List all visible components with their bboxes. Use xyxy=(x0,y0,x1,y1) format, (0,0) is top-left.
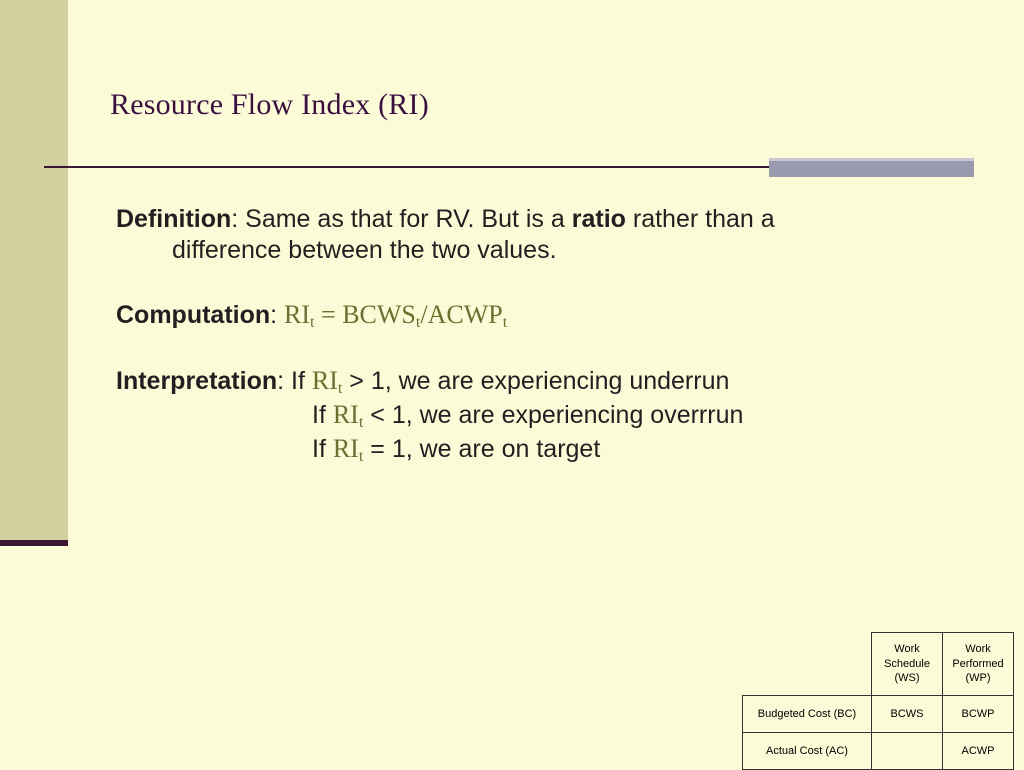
title-divider-accent-block xyxy=(769,158,974,177)
interpretation-line-3-tail: = 1, we are on target xyxy=(363,435,601,464)
left-decorative-band xyxy=(0,0,68,540)
interpretation-line-1-tail: > 1, we are experiencing underrun xyxy=(342,366,730,395)
computation-paragraph xyxy=(116,299,946,333)
formula-ri: RI xyxy=(284,299,311,329)
formula-div: /ACWP xyxy=(420,299,503,329)
interpretation-line-2-head: If xyxy=(312,400,333,429)
table-cell-bcws: BCWS xyxy=(872,696,943,733)
computation-formula xyxy=(284,300,507,329)
page-title: Resource Flow Index (RI) xyxy=(110,88,429,121)
ri-text-2: RI xyxy=(332,399,359,429)
slide-body xyxy=(116,204,946,489)
definition-line-2: difference between the two values. xyxy=(172,236,557,265)
table-row-header-bc: Budgeted Cost (BC) xyxy=(743,696,872,733)
computation-colon: : xyxy=(270,300,285,329)
definition-label: Definition xyxy=(116,205,232,233)
ri-sub-3: t xyxy=(358,448,364,466)
table-cell-ac-ws-blank xyxy=(872,733,943,770)
definition-emphasis: ratio xyxy=(571,205,626,233)
table-cell-acwp: ACWP xyxy=(943,733,1014,770)
interpretation-ri-2 xyxy=(333,400,363,429)
col-ws-line-2: Schedule xyxy=(884,657,930,670)
ri-sub-2: t xyxy=(358,413,364,431)
ri-text-3: RI xyxy=(332,434,359,464)
formula-sub-2: t xyxy=(415,313,421,331)
table-col-header-ws xyxy=(872,633,943,696)
col-wp-line-3: (WP) xyxy=(965,672,991,685)
table-header-row xyxy=(743,633,1014,696)
table-row xyxy=(743,696,1014,733)
legend-table xyxy=(742,632,1014,770)
table-corner-cell xyxy=(743,633,872,696)
col-ws-line-3: (WS) xyxy=(894,672,920,685)
ri-sub-1: t xyxy=(337,379,343,397)
definition-text-1: : Same as that for RV. But is a xyxy=(231,205,572,233)
formula-eq: = BCWS xyxy=(314,299,416,329)
formula-sub-3: t xyxy=(502,313,508,331)
ri-text-1: RI xyxy=(311,365,338,395)
interpretation-label: Interpretation xyxy=(116,366,278,395)
col-ws-line-1: Work xyxy=(894,642,920,655)
interpretation-line-2-tail: < 1, we are experiencing overrrun xyxy=(363,400,744,429)
definition-paragraph xyxy=(116,204,920,267)
spacer-1 xyxy=(116,289,946,299)
interpretation-ri-3 xyxy=(332,434,364,466)
interpretation-paragraph xyxy=(116,365,946,468)
formula-sub-1: t xyxy=(310,313,315,331)
col-wp-line-2: Performed xyxy=(952,657,1004,670)
spacer-2 xyxy=(116,355,946,365)
table-row-header-ac: Actual Cost (AC) xyxy=(743,733,872,770)
interpretation-line-2 xyxy=(116,399,946,433)
interpretation-colon: : If xyxy=(277,366,312,395)
computation-label: Computation xyxy=(116,300,271,329)
interpretation-ri-1 xyxy=(312,366,342,395)
definition-text-2: rather than a xyxy=(625,205,775,233)
table-col-header-wp xyxy=(943,633,1014,696)
table-cell-bcwp: BCWP xyxy=(943,696,1014,733)
col-wp-line-1: Work xyxy=(965,642,991,655)
left-band-accent xyxy=(0,540,68,546)
interpretation-line-3 xyxy=(116,433,946,467)
table-row xyxy=(743,733,1014,770)
interpretation-line-3-head: If xyxy=(312,435,333,464)
